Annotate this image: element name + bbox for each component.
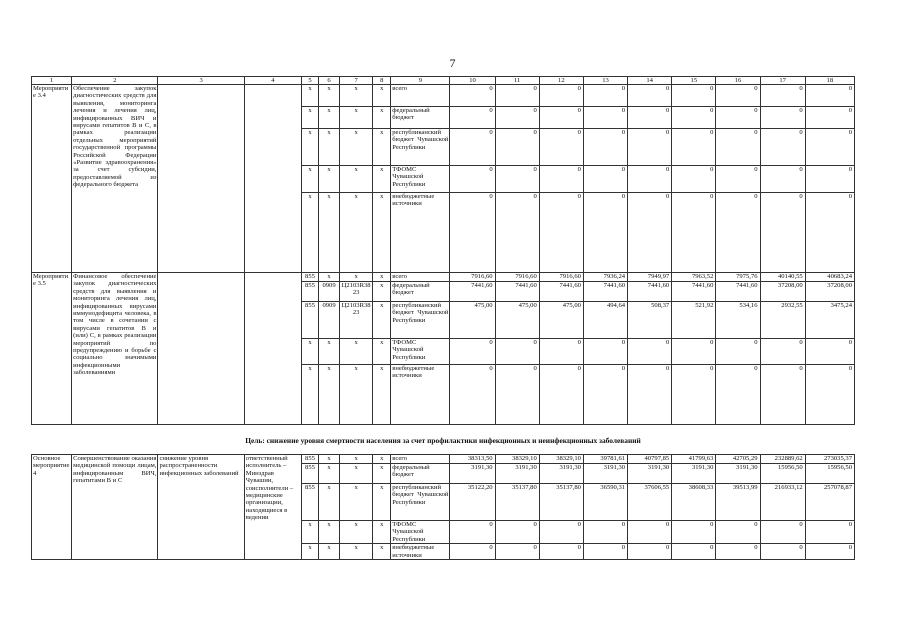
amount-cell: 257078,87 [805, 484, 854, 521]
amount-cell: 3191,30 [716, 464, 760, 484]
amount-cell: 0 [583, 107, 627, 129]
amount-cell: 0 [539, 193, 583, 273]
amount-cell: 0 [805, 107, 854, 129]
amount-cell: 0 [716, 107, 760, 129]
amount-cell: 0 [716, 85, 760, 107]
funding-source: ТФОМС Чувашской Республики [391, 521, 450, 544]
column-number: 17 [760, 77, 805, 85]
expense-type-code: x [373, 484, 391, 521]
amount-cell: 0 [495, 365, 539, 425]
column-number: 1 [32, 77, 72, 85]
expense-type-code: x [373, 193, 391, 273]
amount-cell: 0 [805, 193, 854, 273]
amount-cell: 0 [495, 107, 539, 129]
expense-type-code: x [373, 544, 391, 560]
section-code: x [319, 85, 340, 107]
amount-cell: 0 [450, 166, 495, 193]
amount-cell: 3191,30 [450, 464, 495, 484]
amount-cell: 0 [760, 365, 805, 425]
target-article-code: x [340, 455, 373, 464]
grbs-code: 855 [301, 484, 318, 521]
expense-type-code: x [373, 273, 391, 282]
amount-cell: 521,92 [672, 302, 716, 339]
funding-source: внебюджетные источники [391, 193, 450, 273]
amount-cell: 0 [716, 365, 760, 425]
amount-cell: 0 [495, 339, 539, 365]
amount-cell: 38329,10 [495, 455, 539, 464]
target-article-code: x [340, 85, 373, 107]
main-measure-4-table [31, 454, 855, 560]
section-code: x [319, 129, 340, 166]
target-article-code: x [340, 107, 373, 129]
grbs-code: 855 [301, 455, 318, 464]
amount-cell: 0 [628, 166, 672, 193]
grbs-code: x [301, 365, 318, 425]
amount-cell: 0 [628, 129, 672, 166]
expense-type-code: x [373, 521, 391, 544]
expense-type-code: x [373, 85, 391, 107]
column-number: 8 [373, 77, 391, 85]
expense-type-code: x [373, 339, 391, 365]
amount-cell: 0 [539, 166, 583, 193]
measure-result [158, 85, 244, 273]
column-number: 9 [391, 77, 450, 85]
expense-type-code: x [373, 365, 391, 425]
amount-cell: 0 [805, 365, 854, 425]
expense-type-code: x [373, 166, 391, 193]
amount-cell: 0 [760, 85, 805, 107]
target-article-code: x [340, 339, 373, 365]
amount-cell: 0 [716, 129, 760, 166]
expense-type-code: x [373, 282, 391, 302]
amount-cell: 0 [628, 107, 672, 129]
target-article-code: x [340, 544, 373, 560]
section-code: x [319, 273, 340, 282]
funding-source: внебюджетные источники [391, 365, 450, 425]
grbs-code: 855 [301, 464, 318, 484]
amount-cell: 40140,55 [760, 273, 805, 282]
funding-source: республиканский бюджет Чувашской Республики [391, 129, 450, 166]
target-article-code: x [340, 464, 373, 484]
amount-cell: 7936,24 [583, 273, 627, 282]
amount-cell: 40797,85 [628, 455, 672, 464]
amount-cell: 475,00 [539, 302, 583, 339]
column-number: 12 [539, 77, 583, 85]
amount-cell: 0 [716, 544, 760, 560]
grbs-code: 855 [301, 302, 318, 339]
amount-cell: 7441,60 [450, 282, 495, 302]
funding-source: республиканский бюджет Чувашской Республики [391, 484, 450, 521]
funding-source: ТФОМС Чувашской Республики [391, 166, 450, 193]
target-article-code: x [340, 521, 373, 544]
table-row [32, 455, 855, 464]
amount-cell: 0 [672, 85, 716, 107]
amount-cell: 37606,55 [628, 484, 672, 521]
amount-cell: 0 [760, 166, 805, 193]
amount-cell: 0 [628, 85, 672, 107]
program-table-continuation [31, 76, 855, 425]
amount-cell: 0 [760, 339, 805, 365]
amount-cell: 3191,30 [583, 464, 627, 484]
column-number: 15 [672, 77, 716, 85]
amount-cell: 0 [716, 339, 760, 365]
funding-source: федеральный бюджет [391, 107, 450, 129]
section-code: x [319, 544, 340, 560]
amount-cell: 0 [628, 339, 672, 365]
amount-cell: 7441,60 [583, 282, 627, 302]
amount-cell: 3191,30 [539, 464, 583, 484]
amount-cell: 0 [539, 107, 583, 129]
funding-source: республиканский бюджет Чувашской Республики [391, 302, 450, 339]
column-number: 3 [158, 77, 244, 85]
column-number: 6 [319, 77, 340, 85]
expense-type-code: x [373, 107, 391, 129]
grbs-code: x [301, 521, 318, 544]
amount-cell: 0 [672, 365, 716, 425]
section-code: x [319, 193, 340, 273]
column-number: 13 [583, 77, 627, 85]
column-number: 18 [805, 77, 854, 85]
table-row [32, 273, 855, 282]
amount-cell: 0 [583, 193, 627, 273]
amount-cell: 0 [716, 193, 760, 273]
amount-cell: 0 [805, 166, 854, 193]
section-code: x [319, 521, 340, 544]
amount-cell: 37208,00 [760, 282, 805, 302]
amount-cell: 0 [583, 339, 627, 365]
amount-cell: 38608,33 [672, 484, 716, 521]
amount-cell: 38313,50 [450, 455, 495, 464]
amount-cell: 7441,60 [495, 282, 539, 302]
amount-cell: 0 [672, 193, 716, 273]
amount-cell: 7441,60 [716, 282, 760, 302]
target-article-code: x [340, 129, 373, 166]
target-article-code: x [340, 273, 373, 282]
amount-cell: 0 [450, 365, 495, 425]
amount-cell: 0 [495, 193, 539, 273]
funding-source: ТФОМС Чувашской Республики [391, 339, 450, 365]
measure-executor: ответственный исполнитель – Минздрав Чувашии, соисполнители – медицинские организации, находящиеся в ведении [244, 455, 301, 560]
amount-cell: 7441,60 [628, 282, 672, 302]
amount-cell: 0 [628, 365, 672, 425]
grbs-code: x [301, 85, 318, 107]
section-code: x [319, 365, 340, 425]
amount-cell: 3191,30 [495, 464, 539, 484]
grbs-code: x [301, 193, 318, 273]
amount-cell: 0 [495, 129, 539, 166]
amount-cell: 0 [716, 521, 760, 544]
amount-cell: 534,16 [716, 302, 760, 339]
expense-type-code: x [373, 464, 391, 484]
amount-cell: 0 [760, 107, 805, 129]
amount-cell: 0 [539, 129, 583, 166]
amount-cell: 0 [495, 544, 539, 560]
column-number: 4 [244, 77, 301, 85]
grbs-code: x [301, 339, 318, 365]
amount-cell: 0 [716, 166, 760, 193]
amount-cell: 0 [805, 339, 854, 365]
measure-result: снижение уровня распространенности инфекционных заболеваний [158, 455, 244, 560]
funding-source: внебюджетные источники [391, 544, 450, 560]
measure-name: Обеспечение закупок диагностических средств для выявления, мониторинга лечения и лечения лиц, инфицированных ВИЧ и вирусами гепатитов В и С, в рамках реализации отдельных мероприятий государственной программы Российской Федерации «Развитие здравоохранения» за счет субсидии, предоставляемой из федерального бюджета [72, 85, 158, 273]
target-article-code: x [340, 166, 373, 193]
target-article-code: Ц2103R3823 [340, 282, 373, 302]
amount-cell: 273035,37 [805, 455, 854, 464]
amount-cell: 0 [805, 521, 854, 544]
column-number: 16 [716, 77, 760, 85]
measure-executor [244, 273, 301, 425]
target-article-code: x [340, 193, 373, 273]
target-article-code: x [340, 484, 373, 521]
amount-cell: 0 [539, 544, 583, 560]
amount-cell: 0 [450, 85, 495, 107]
amount-cell: 0 [760, 193, 805, 273]
amount-cell: 475,00 [495, 302, 539, 339]
amount-cell: 0 [583, 521, 627, 544]
column-number: 11 [495, 77, 539, 85]
table-row [32, 85, 855, 107]
section-code: x [319, 455, 340, 464]
column-number: 10 [450, 77, 495, 85]
amount-cell: 3475,24 [805, 302, 854, 339]
amount-cell: 0 [583, 544, 627, 560]
section-code: x [319, 107, 340, 129]
amount-cell: 216933,12 [760, 484, 805, 521]
amount-cell: 0 [628, 521, 672, 544]
amount-cell: 0 [495, 521, 539, 544]
amount-cell: 0 [672, 107, 716, 129]
grbs-code: 855 [301, 273, 318, 282]
amount-cell: 0 [672, 339, 716, 365]
measure-id: Мероприятие 3.5 [32, 273, 72, 425]
section-code: x [319, 166, 340, 193]
column-number: 7 [340, 77, 373, 85]
measure-executor [244, 85, 301, 273]
amount-cell: 7441,60 [672, 282, 716, 302]
amount-cell: 3191,30 [672, 464, 716, 484]
funding-source: всего [391, 85, 450, 107]
amount-cell: 37208,00 [805, 282, 854, 302]
grbs-code: x [301, 544, 318, 560]
measure-name: Финансовое обеспечение закупок диагностических средств для выявления и мониторинга лечения лиц, инфицированных вирусами иммунодефицита человека, в том числе в сочетании с вирусами гепатитов В и (или) С, в рамках реализации мероприятий по предупреждению и борьбе с социально значимыми инфекционными заболеваниями [72, 273, 158, 425]
amount-cell: 3191,30 [628, 464, 672, 484]
amount-cell: 2932,55 [760, 302, 805, 339]
target-article-code: Ц2103R3823 [340, 302, 373, 339]
funding-source: федеральный бюджет [391, 464, 450, 484]
amount-cell: 7916,60 [495, 273, 539, 282]
amount-cell: 0 [495, 85, 539, 107]
column-number: 2 [72, 77, 158, 85]
grbs-code: x [301, 107, 318, 129]
section-code: x [319, 484, 340, 521]
measure-3-4-block [32, 85, 855, 273]
amount-cell: 15956,50 [760, 464, 805, 484]
amount-cell: 0 [450, 521, 495, 544]
amount-cell: 0 [450, 193, 495, 273]
target-article-code: x [340, 365, 373, 425]
amount-cell: 7441,60 [539, 282, 583, 302]
expense-type-code: x [373, 129, 391, 166]
amount-cell: 42705,29 [716, 455, 760, 464]
column-number: 14 [628, 77, 672, 85]
measure-result [158, 273, 244, 425]
funding-source: всего [391, 455, 450, 464]
amount-cell: 0 [760, 521, 805, 544]
page-number: 7 [449, 56, 456, 70]
measure-name: Совершенствование оказания медицинской помощи лицам, инфицированным ВИЧ, гепатитами В и С [72, 455, 158, 560]
amount-cell: 0 [672, 544, 716, 560]
column-number-row [32, 77, 855, 85]
amount-cell: 0 [450, 544, 495, 560]
amount-cell: 0 [583, 129, 627, 166]
amount-cell: 36590,31 [583, 484, 627, 521]
amount-cell: 0 [628, 193, 672, 273]
amount-cell: 7916,60 [539, 273, 583, 282]
amount-cell: 0 [583, 166, 627, 193]
amount-cell: 0 [672, 166, 716, 193]
grbs-code: 855 [301, 282, 318, 302]
section-code: 0909 [319, 302, 340, 339]
measure-id: Основное мероприятие 4 [32, 455, 72, 560]
amount-cell: 508,37 [628, 302, 672, 339]
amount-cell: 475,00 [450, 302, 495, 339]
measure-id: Мероприятие 3.4 [32, 85, 72, 273]
amount-cell: 39513,99 [716, 484, 760, 521]
grbs-code: x [301, 129, 318, 166]
grbs-code: x [301, 166, 318, 193]
section-code: x [319, 464, 340, 484]
amount-cell: 0 [583, 365, 627, 425]
amount-cell: 0 [805, 129, 854, 166]
expense-type-code: x [373, 302, 391, 339]
amount-cell: 7975,76 [716, 273, 760, 282]
amount-cell: 35137,80 [495, 484, 539, 521]
amount-cell: 232889,62 [760, 455, 805, 464]
amount-cell: 41799,63 [672, 455, 716, 464]
amount-cell: 0 [672, 129, 716, 166]
amount-cell: 494,64 [583, 302, 627, 339]
amount-cell: 39781,61 [583, 455, 627, 464]
amount-cell: 7963,52 [672, 273, 716, 282]
amount-cell: 15956,50 [805, 464, 854, 484]
amount-cell: 0 [539, 521, 583, 544]
goal-heading: Цель: снижение уровня смертности населения за счет профилактики инфекционных и неинфекционных заболеваний [245, 436, 641, 445]
column-number: 5 [301, 77, 318, 85]
amount-cell: 0 [450, 129, 495, 166]
funding-source: федеральный бюджет [391, 282, 450, 302]
amount-cell: 7916,60 [450, 273, 495, 282]
amount-cell: 0 [450, 107, 495, 129]
amount-cell: 0 [539, 85, 583, 107]
main-measure-4-block [32, 455, 855, 560]
amount-cell: 0 [450, 339, 495, 365]
amount-cell: 0 [760, 544, 805, 560]
measure-3-5-block [32, 273, 855, 425]
amount-cell: 38329,10 [539, 455, 583, 464]
expense-type-code: x [373, 455, 391, 464]
amount-cell: 0 [672, 521, 716, 544]
section-code: 0909 [319, 282, 340, 302]
funding-source: всего [391, 273, 450, 282]
amount-cell: 0 [583, 85, 627, 107]
amount-cell: 0 [805, 85, 854, 107]
amount-cell: 0 [539, 365, 583, 425]
section-code: x [319, 339, 340, 365]
amount-cell: 7949,97 [628, 273, 672, 282]
amount-cell: 35122,20 [450, 484, 495, 521]
amount-cell: 35137,80 [539, 484, 583, 521]
amount-cell: 0 [760, 129, 805, 166]
amount-cell: 0 [628, 544, 672, 560]
amount-cell: 0 [495, 166, 539, 193]
amount-cell: 0 [805, 544, 854, 560]
amount-cell: 0 [539, 339, 583, 365]
amount-cell: 40683,24 [805, 273, 854, 282]
